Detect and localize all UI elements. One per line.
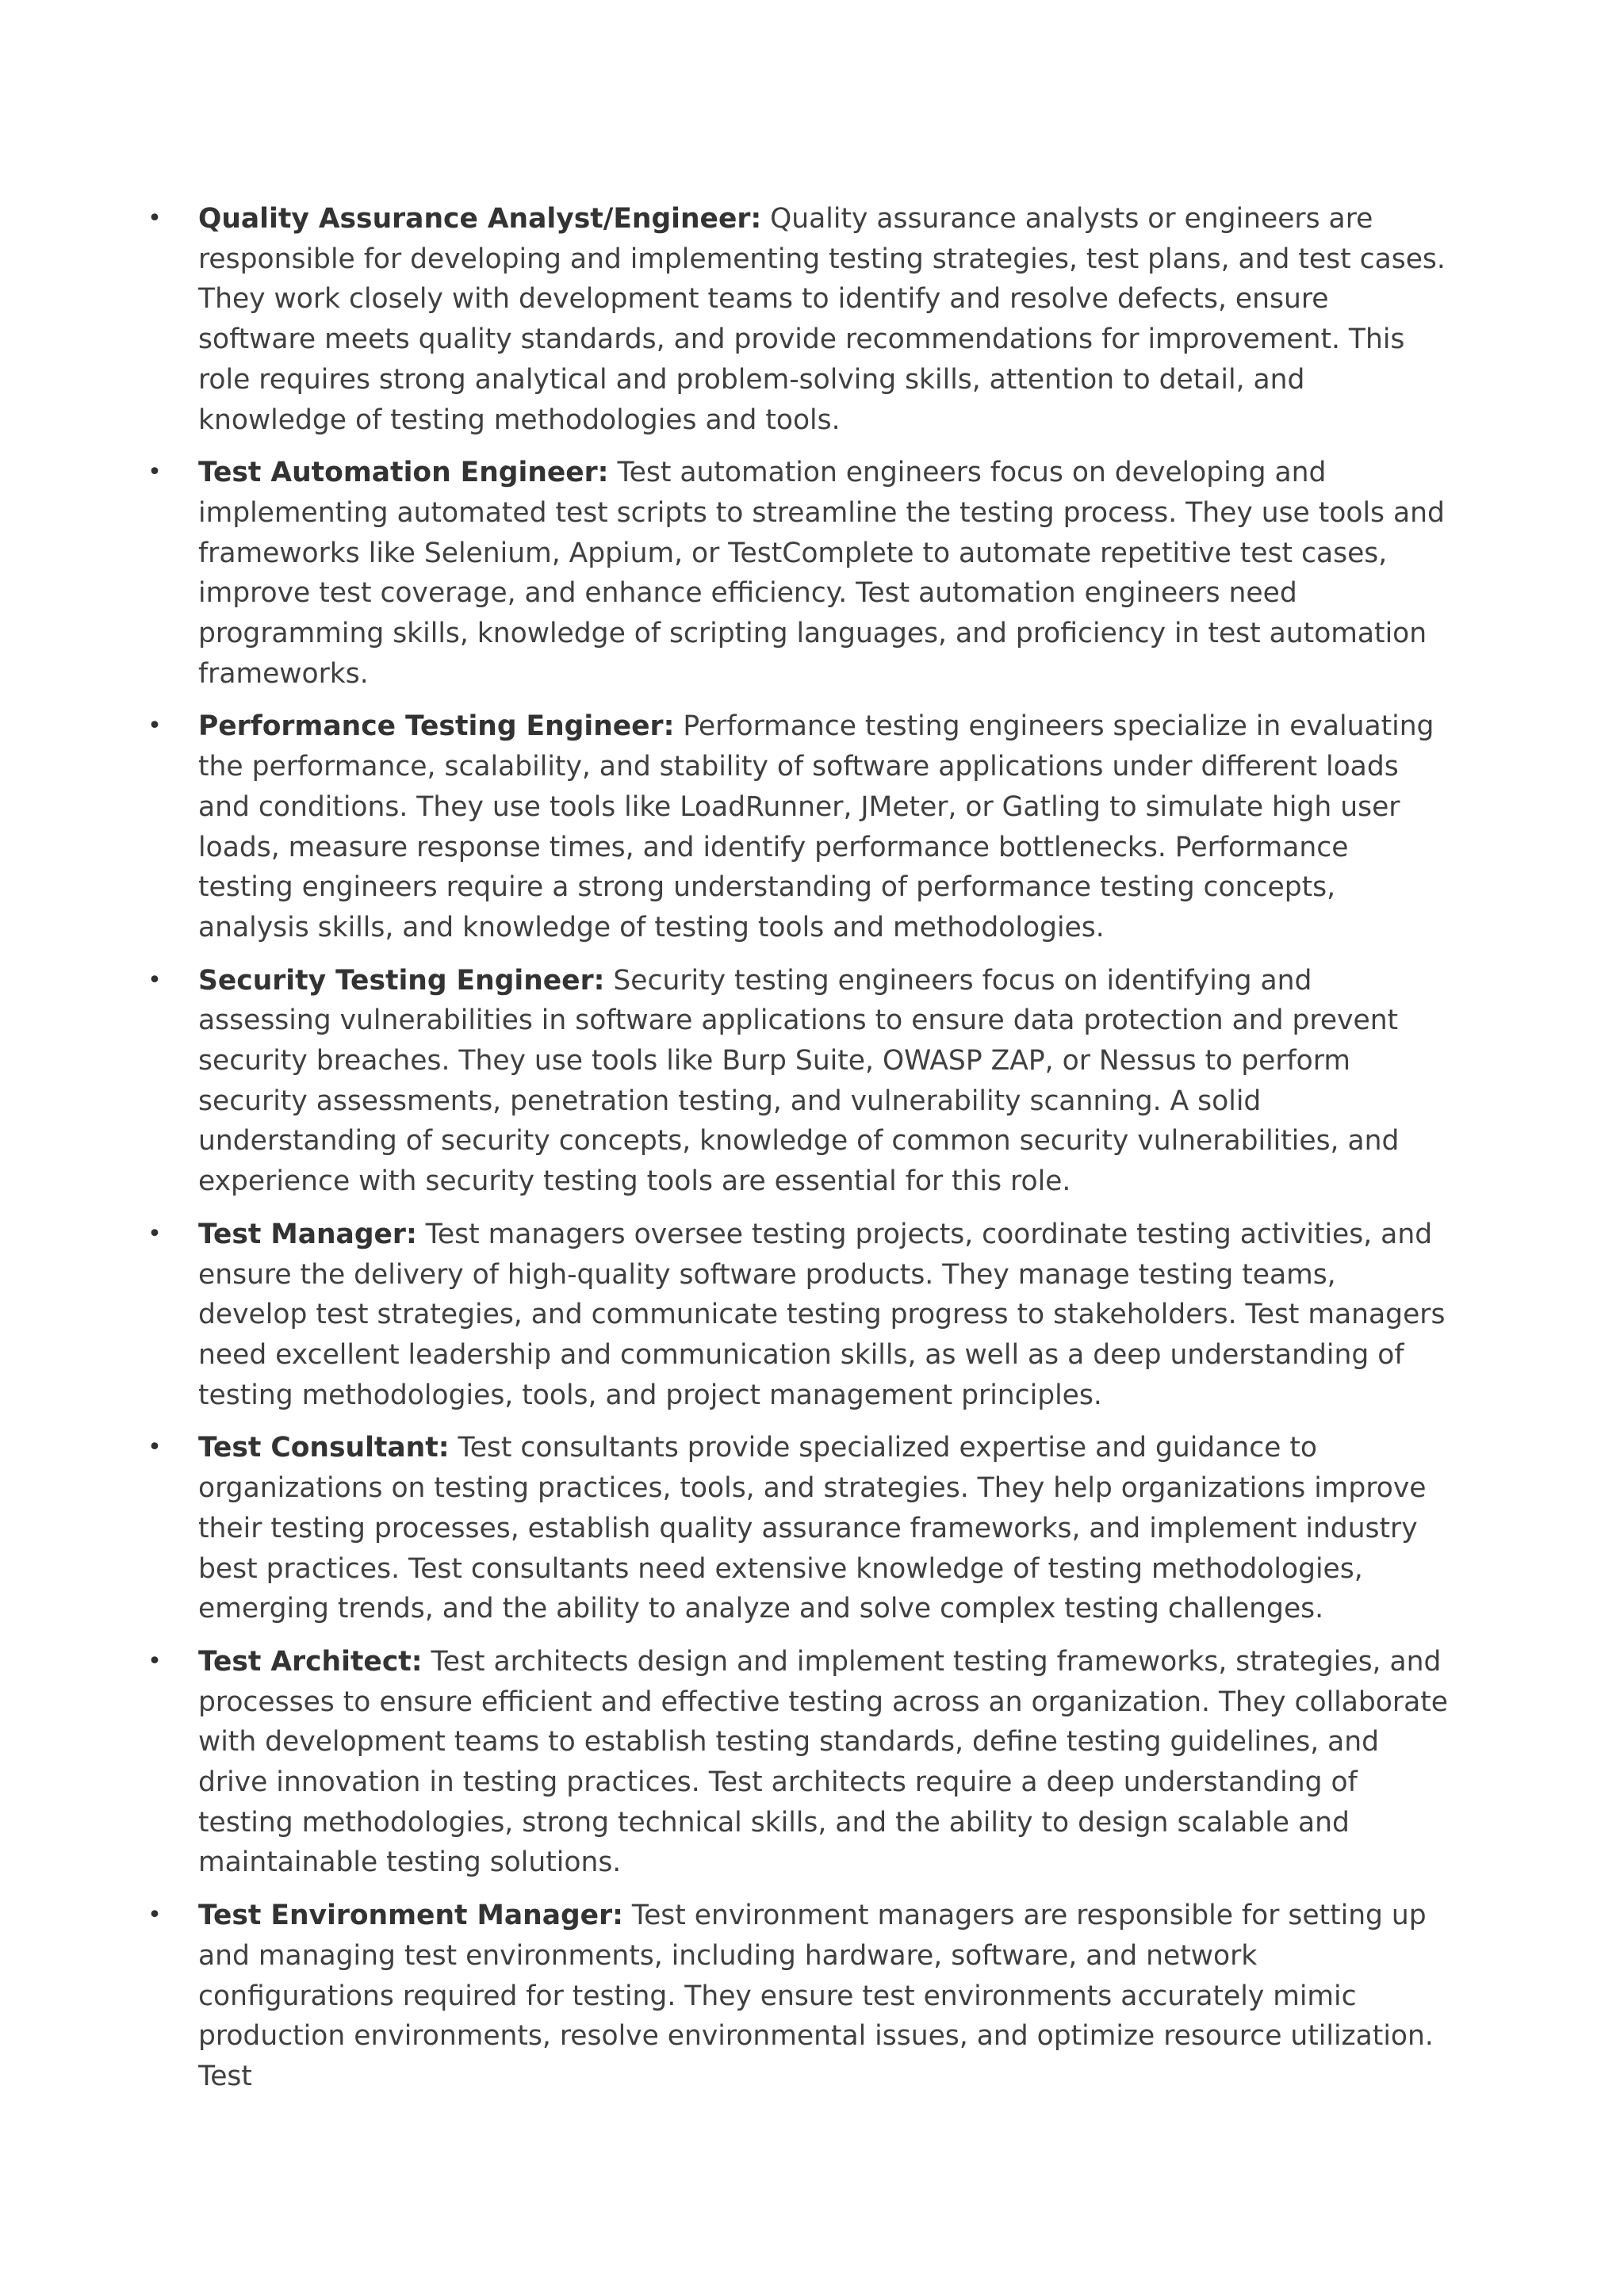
list-item xyxy=(147,1428,1451,1629)
list-item xyxy=(147,706,1451,947)
bullet-icon: • xyxy=(147,1901,162,1930)
list-item xyxy=(147,961,1451,1202)
role-description: Quality assurance analysts or engineers are responsible for developing and implementing testing strategies, test plans, and test cases. They work closely with development teams to identify and resolve defects, ensure software meets quality standards, and provide recommendations for improvement. This role requires strong analytical and problem-solving skills, attention to detail, and knowledge of testing methodologies and tools. xyxy=(198,203,1446,436)
role-description: Test architects design and implement testing frameworks, strategies, and processes to ensure efficient and effective testing across an organization. They collaborate with development teams to establish testing standards, define testing guidelines, and drive innovation in testing practices. Test architects require a deep understanding of testing methodologies, strong technical skills, and the ability to design scalable and maintainable testing solutions. xyxy=(198,1645,1448,1879)
role-title: Quality Assurance Analyst/Engineer: xyxy=(198,203,762,235)
bullet-icon: • xyxy=(147,1433,162,1462)
bullet-icon: • xyxy=(147,1219,162,1248)
role-description: Test managers oversee testing projects, coordinate testing activities, and ensure the delivery of high-quality software products. They manage testing teams, develop test strategies, and communicate testing progress to stakeholders. Test managers need excellent leadership and communication skills, as well as a deep understanding of testing methodologies, tools, and project management principles. xyxy=(198,1218,1446,1411)
bullet-icon: • xyxy=(147,205,162,232)
role-description: Test automation engineers focus on developing and implementing automated test scripts to streamline the testing process. They use tools and frameworks like Selenium, Appium, or TestComplete to automate repetitive test cases, improve test coverage, and enhance efficiency. Test automation engineers need programming skills, knowledge of scripting languages, and proficiency in test automation frameworks. xyxy=(198,457,1445,690)
list-item xyxy=(147,453,1451,694)
role-title: Security Testing Engineer: xyxy=(198,964,605,997)
role-title: Test Consultant: xyxy=(198,1432,450,1464)
role-description: Test environment managers are responsible for setting up and managing test environments, including hardware, software, and network configurations required for testing. They ensure test environments accurately mimic production environments, resolve environmental issues, and optimize resource utilization. Test xyxy=(198,1900,1434,2092)
role-description: Test consultants provide specialized expertise and guidance to organizations on testing practices, tools, and strategies. They help organizations improve their testing processes, establish quality assurance frameworks, and implement industry best practices. Test consultants need extensive knowledge of testing methodologies, emerging trends, and the ability to analyze and solve complex testing challenges. xyxy=(198,1432,1427,1625)
role-title: Test Architect: xyxy=(198,1645,423,1678)
role-description: Performance testing engineers specialize in evaluating the performance, scalability, and stability of software applications under different loads and conditions. They use tools like LoadRunner, JMeter, or Gatling to simulate high user loads, measure response times, and identify performance bottlenecks. Performance testing engineers require a strong understanding of performance testing concepts, analysis skills, and knowledge of testing tools and methodologies. xyxy=(198,710,1434,943)
list-item xyxy=(147,199,1451,440)
role-title: Test Manager: xyxy=(198,1218,417,1250)
list-item xyxy=(147,1896,1451,2097)
bullet-icon: • xyxy=(147,966,162,994)
bullet-icon: • xyxy=(147,458,162,487)
list-item xyxy=(147,1642,1451,1883)
role-title: Performance Testing Engineer: xyxy=(198,710,675,743)
list-item xyxy=(147,1215,1451,1416)
bullet-icon: • xyxy=(147,1647,162,1675)
role-title: Test Automation Engineer: xyxy=(198,457,609,489)
role-description: Security testing engineers focus on identifying and assessing vulnerabilities in software applications to ensure data protection and prevent security breaches. They use tools like Burp Suite, OWASP ZAP, or Nessus to perform security assessments, penetration testing, and vulnerability scanning. A solid understanding of security concepts, knowledge of common security vulnerabilities, and experience with security testing tools are essential for this role. xyxy=(198,964,1400,1198)
role-title: Test Environment Manager: xyxy=(198,1900,623,1932)
role-list xyxy=(147,199,1451,2110)
bullet-icon: • xyxy=(147,712,162,740)
